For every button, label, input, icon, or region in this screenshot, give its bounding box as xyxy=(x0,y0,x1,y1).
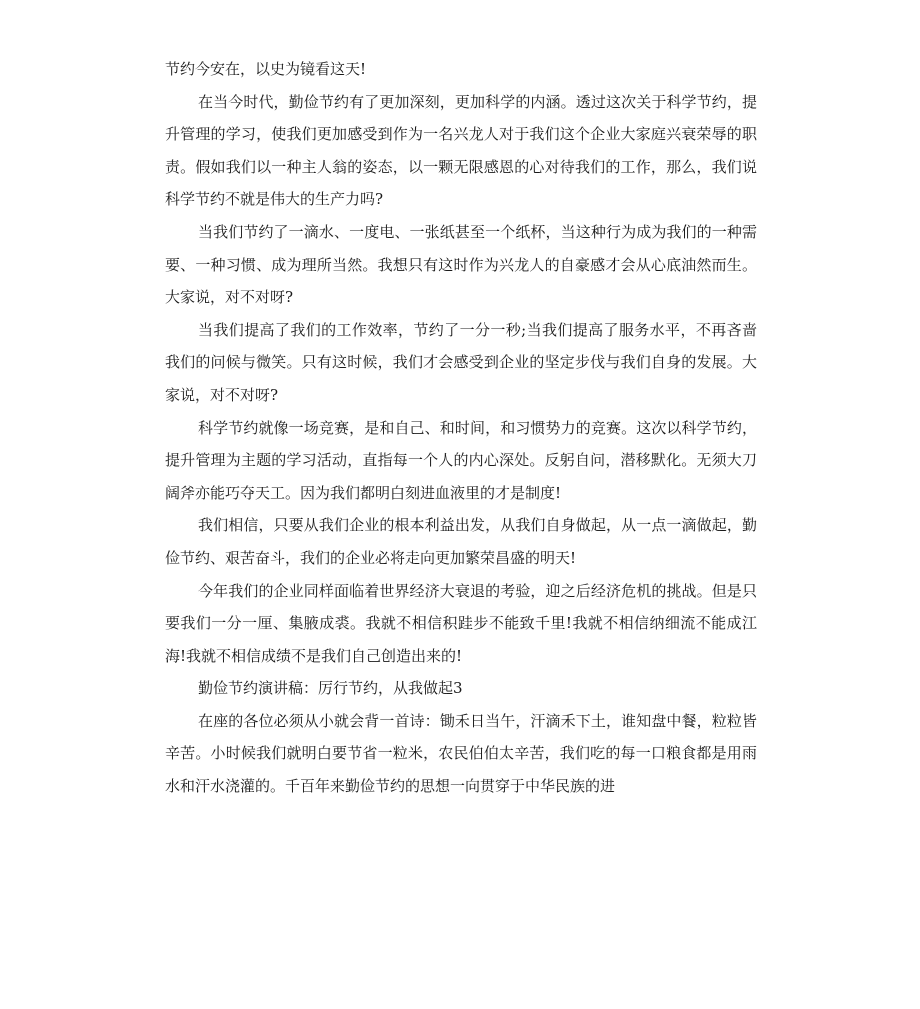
paragraph: 当我们提高了我们的工作效率，节约了一分一秒;当我们提高了服务水平，不再吝啬我们的问候与微笑。只有这时候，我们才会感受到企业的坚定步伐与我们自身的发展。大家说，对不对呀? xyxy=(165,320,757,404)
paragraph: 在座的各位必须从小就会背一首诗：锄禾日当午，汗滴禾下土，谁知盘中餐，粒粒皆辛苦。小时候我们就明白要节省一粒米，农民伯伯太辛苦，我们吃的每一口粮食都是用雨水和汗水浇灌的。千百年来勤俭节约的思想一向贯穿于中华民族的进 xyxy=(165,711,757,796)
section-heading: 勤俭节约演讲稿：厉行节约，从我做起3 xyxy=(198,679,463,698)
paragraph: 我们相信，只要从我们企业的根本利益出发，从我们自身做起，从一点一滴做起，勤俭节约、艰苦奋斗，我们的企业必将走向更加繁荣昌盛的明天! xyxy=(165,516,757,567)
paragraph-continuation: 节约今安在，以史为镜看这天! xyxy=(165,60,367,78)
document-body xyxy=(165,53,757,803)
paragraph: 今年我们的企业同样面临着世界经济大衰退的考验，迎之后经济危机的挑战。但是只要我们一分一厘、集腋成裘。我就不相信积跬步不能致千里!我就不相信纳细流不能成江海!我就不相信成绩不是我们自己创造出来的! xyxy=(165,581,757,665)
paragraph: 当我们节约了一滴水、一度电、一张纸甚至一个纸杯，当这种行为成为我们的一种需要、一种习惯、成为理所当然。我想只有这时作为兴龙人的自豪感才会从心底油然而生。大家说，对不对呀? xyxy=(165,222,757,307)
paragraph: 科学节约就像一场竞赛，是和自己、和时间，和习惯势力的竞赛。这次以科学节约，提升管理为主题的学习活动，直指每一个人的内心深处。反躬自问，潜移默化。无须大刀阔斧亦能巧夺天工。因为我们都明白刻进血液里的才是制度! xyxy=(165,418,757,502)
paragraph: 在当今时代，勤俭节约有了更加深刻，更加科学的内涵。透过这次关于科学节约，提升管理的学习，使我们更加感受到作为一名兴龙人对于我们这个企业大家庭兴衰荣辱的职责。假如我们以一种主人翁的姿态，以一颗无限感恩的心对待我们的工作，那么，我们说科学节约不就是伟大的生产力吗? xyxy=(165,92,757,209)
